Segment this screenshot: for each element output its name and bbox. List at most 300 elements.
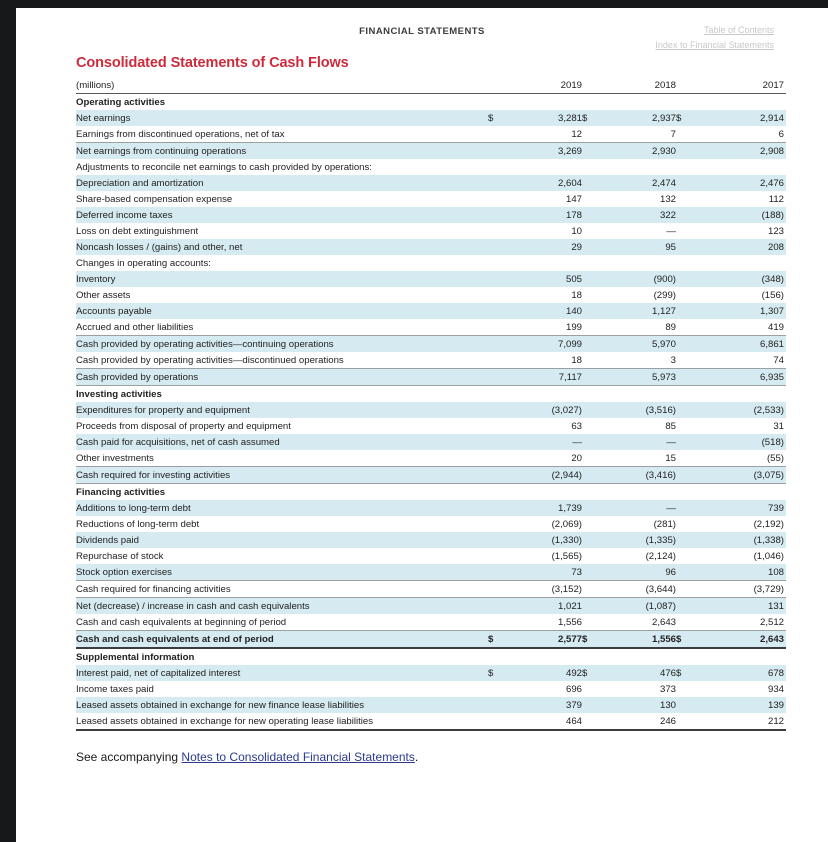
value-cell: 419 [692,319,786,336]
row-label: Accounts payable [76,303,488,319]
currency-symbol-cell [676,500,692,516]
value-cell: 2,937 [598,110,676,126]
value-cell: 379 [504,697,582,713]
row-label: Earnings from discontinued operations, net of tax [76,126,488,143]
currency-symbol-cell [582,223,598,239]
table-row [76,191,786,207]
value-cell: 476 [598,665,676,681]
row-label: Reductions of long-term debt [76,518,200,530]
value-cell: (900) [598,271,676,287]
value-cell: (518) [692,434,786,450]
value-cell: 2,643 [692,631,786,649]
value-cell: 140 [504,303,582,319]
currency-symbol-cell [676,434,692,450]
table-row [76,516,786,532]
value-cell [692,386,786,403]
currency-symbol-cell [676,402,692,418]
currency-symbol-cell [582,126,598,143]
row-label: Income taxes paid [76,683,154,695]
table-row [76,532,786,548]
value-cell [598,484,676,501]
currency-symbol-cell [582,386,598,403]
row-label: Depreciation and amortization [76,175,488,191]
table-row [76,681,786,697]
currency-symbol-cell [676,614,692,631]
currency-symbol-cell [582,336,598,353]
currency-symbol-cell [488,598,504,615]
value-cell: 2,512 [692,614,786,631]
table-row [76,386,786,403]
row-label: Cash and cash equivalents at beginning of period [76,614,488,631]
units-label: (millions) [76,77,488,94]
currency-symbol-cell [676,369,692,386]
row-label: Leased assets obtained in exchange for new operating lease liabilities [76,713,488,730]
table-row [76,175,786,191]
value-cell [504,94,582,111]
currency-symbol-cell [582,467,598,484]
table-row [76,614,786,631]
currency-symbol-cell [582,303,598,319]
value-cell: (281) [653,518,676,530]
value-cell: 934 [767,683,784,695]
column-currency-spacer [582,77,598,94]
currency-symbol-cell [676,287,692,303]
row-label: Changes in operating accounts: [76,257,211,269]
value-cell: 3 [598,352,676,369]
currency-symbol-cell [488,516,504,532]
table-row [76,648,786,665]
row-label: Repurchase of stock [76,550,164,562]
currency-symbol-cell [676,598,692,615]
value-cell: 2,643 [598,614,676,631]
value-cell: (1,046) [753,550,784,562]
currency-symbol-cell [488,532,504,548]
value-cell: 199 [504,319,582,336]
currency-symbol-cell [488,255,504,271]
value-cell [504,386,582,403]
table-row [76,239,786,255]
value-cell: 131 [692,598,786,615]
currency-symbol-cell: $ [582,110,598,126]
row-label: Cash required for financing activities [76,581,488,598]
value-cell: 7,099 [504,336,582,353]
currency-symbol-cell: $ [582,665,598,681]
row-label: Dividends paid [76,532,488,548]
column-currency-spacer [488,77,504,94]
value-cell: (2,533) [692,402,786,418]
currency-symbol-cell [582,94,598,111]
table-row [76,319,786,336]
value-cell: (55) [692,450,786,467]
notes-link[interactable]: Notes to Consolidated Financial Statements [181,750,415,764]
currency-symbol-cell [676,516,692,532]
currency-symbol-cell [676,648,692,665]
value-cell: (1,330) [504,532,582,548]
value-cell: (3,152) [504,581,582,598]
currency-symbol-cell [582,450,598,467]
currency-symbol-cell [582,434,598,450]
value-cell: — [598,500,676,516]
row-label: Cash provided by operating activities—continuing operations [76,336,488,353]
value-cell: (3,729) [692,581,786,598]
currency-symbol-cell [488,581,504,598]
value-cell: (2,069) [551,518,582,530]
currency-symbol-cell: $ [488,665,504,681]
currency-symbol-cell [582,564,598,581]
currency-symbol-cell [582,681,598,697]
running-header-links [655,23,774,53]
value-cell [692,94,786,111]
value-cell: 2,604 [504,175,582,191]
table-row [76,581,786,598]
value-cell: 1,556 [504,614,582,631]
value-cell: 6,935 [692,369,786,386]
value-cell: 147 [565,193,582,205]
currency-symbol-cell [488,467,504,484]
currency-symbol-cell [676,175,692,191]
currency-symbol-cell [488,336,504,353]
value-cell: 1,021 [504,598,582,615]
row-label: Other investments [76,450,488,467]
value-cell: (2,124) [645,550,676,562]
currency-symbol-cell [582,352,598,369]
currency-symbol-cell [488,614,504,631]
table-row [76,665,786,681]
currency-symbol-cell: $ [676,631,692,649]
currency-symbol-cell [488,500,504,516]
currency-symbol-cell [582,713,598,730]
table-row [76,631,786,649]
value-cell: (156) [761,289,784,301]
currency-symbol-cell [582,319,598,336]
currency-symbol-cell [488,386,504,403]
row-label: Leased assets obtained in exchange for new finance lease liabilities [76,697,488,713]
currency-symbol-cell [676,255,692,271]
row-label: Proceeds from disposal of property and equipment [76,420,291,432]
row-label: Deferred income taxes [76,207,488,223]
value-cell: (3,416) [598,467,676,484]
currency-symbol-cell [488,434,504,450]
value-cell [692,255,786,271]
footnote-suffix: . [414,750,419,764]
row-label: Other assets [76,289,131,301]
value-cell: 6 [692,126,786,143]
currency-symbol-cell: $ [676,110,692,126]
value-cell [692,159,786,175]
row-label: Share-based compensation expense [76,193,233,205]
cash-flow-statement-table [76,77,786,731]
currency-symbol-cell [488,681,504,697]
value-cell [598,386,676,403]
value-cell: 123 [767,225,784,237]
value-cell [504,484,582,501]
value-cell: 739 [692,500,786,516]
currency-symbol-cell [488,303,504,319]
value-cell: 678 [692,665,786,681]
table-body [76,77,786,730]
currency-symbol-cell [676,548,692,564]
currency-symbol-cell [676,191,692,207]
value-cell: 130 [598,697,676,713]
currency-symbol-cell [582,418,598,434]
currency-symbol-cell [488,319,504,336]
table-row [76,418,786,434]
value-cell [504,255,582,271]
value-cell: 322 [598,207,676,223]
currency-symbol-cell [676,126,692,143]
value-cell: 3,281 [504,110,582,126]
value-cell: — [666,225,676,237]
value-cell: (3,075) [692,467,786,484]
document-page [16,8,828,842]
currency-symbol-cell [582,548,598,564]
table-row [76,598,786,615]
value-cell: 20 [504,450,582,467]
table-row [76,110,786,126]
value-cell: (1,087) [598,598,676,615]
row-label: Cash required for investing activities [76,467,488,484]
currency-symbol-cell [676,303,692,319]
value-cell: 15 [598,450,676,467]
page-title: Consolidated Statements of Cash Flows [76,55,349,71]
value-cell: 10 [571,225,582,237]
row-label: Net earnings [76,110,488,126]
currency-symbol-cell [582,143,598,160]
row-label: Interest paid, net of capitalized interest [76,665,488,681]
currency-symbol-cell: $ [488,110,504,126]
table-of-contents-link[interactable]: Table of Contents [703,25,774,35]
value-cell: 246 [598,713,676,730]
row-label: Additions to long-term debt [76,500,488,516]
currency-symbol-cell [488,697,504,713]
table-row [76,434,786,450]
value-cell [598,255,676,271]
value-cell: 492 [504,665,582,681]
index-to-financial-statements-link[interactable]: Index to Financial Statements [655,40,774,50]
currency-symbol-cell: $ [676,665,692,681]
table-row [76,697,786,713]
value-cell: 139 [692,697,786,713]
value-cell: 696 [565,683,582,695]
table-row [76,548,786,564]
row-label: Supplemental information [76,651,195,663]
value-cell: 1,556 [598,631,676,649]
value-cell: 5,970 [598,336,676,353]
column-header-year: 2019 [504,77,582,94]
value-cell: 7,117 [504,369,582,386]
currency-symbol-cell [676,336,692,353]
currency-symbol-cell [582,697,598,713]
row-label: Cash provided by operating activities—discontinued operations [76,352,488,369]
value-cell: 89 [598,319,676,336]
currency-symbol-cell [676,484,692,501]
currency-symbol-cell [582,614,598,631]
value-cell: (299) [653,289,676,301]
value-cell [504,159,582,175]
value-cell: (3,516) [598,402,676,418]
value-cell: 1,307 [692,303,786,319]
table-header-row [76,77,786,94]
value-cell [598,648,676,665]
currency-symbol-cell [582,191,598,207]
row-label: Net earnings from continuing operations [76,143,488,160]
value-cell [598,94,676,111]
value-cell [598,159,676,175]
value-cell: 2,577 [504,631,582,649]
value-cell: 31 [773,420,784,432]
currency-symbol-cell [676,581,692,598]
value-cell: 132 [659,193,676,205]
currency-symbol-cell [676,467,692,484]
table-row [76,402,786,418]
row-label: Cash and cash equivalents at end of period [76,631,488,649]
currency-symbol-cell [676,319,692,336]
value-cell: 1,127 [598,303,676,319]
row-label: Investing activities [76,388,162,400]
currency-symbol-cell [582,239,598,255]
currency-symbol-cell [676,159,692,175]
footnote-prefix: See accompanying [76,750,182,764]
currency-symbol-cell [676,94,692,111]
currency-symbol-cell [488,548,504,564]
currency-symbol-cell: $ [582,631,598,649]
table-row [76,255,786,271]
browser-chrome-top-bar [0,0,828,8]
table-row [76,223,786,239]
currency-symbol-cell [676,239,692,255]
currency-symbol-cell [582,207,598,223]
value-cell: 178 [504,207,582,223]
column-header-year: 2018 [598,77,676,94]
value-cell: (1,335) [598,532,676,548]
currency-symbol-cell [676,564,692,581]
currency-symbol-cell [488,223,504,239]
running-header-title: FINANCIAL STATEMENTS [359,26,485,37]
currency-symbol-cell [676,450,692,467]
currency-symbol-cell [582,516,598,532]
value-cell: 29 [504,239,582,255]
table-row [76,369,786,386]
currency-symbol-cell [488,564,504,581]
currency-symbol-cell [676,207,692,223]
currency-symbol-cell [676,143,692,160]
currency-symbol-cell [488,239,504,255]
currency-symbol-cell [488,94,504,111]
value-cell: 112 [768,193,784,205]
currency-symbol-cell [582,581,598,598]
currency-symbol-cell [676,418,692,434]
row-label: Expenditures for property and equipment [76,402,488,418]
value-cell: — [598,434,676,450]
table-row [76,467,786,484]
currency-symbol-cell [676,223,692,239]
row-label: Cash paid for acquisitions, net of cash assumed [76,434,488,450]
value-cell: (1,565) [551,550,582,562]
currency-symbol-cell [582,402,598,418]
value-cell: 5,973 [598,369,676,386]
row-label: Financing activities [76,486,166,498]
currency-symbol-cell [488,287,504,303]
table-row [76,271,786,287]
value-cell: 373 [659,683,676,695]
value-cell: 505 [504,271,582,287]
currency-symbol-cell [488,648,504,665]
row-label: Accrued and other liabilities [76,319,488,336]
row-label: Adjustments to reconcile net earnings to cash provided by operations: [76,161,372,173]
value-cell: (3,027) [504,402,582,418]
currency-symbol-cell [676,271,692,287]
currency-symbol-cell [488,402,504,418]
value-cell: 18 [504,352,582,369]
value-cell: 6,861 [692,336,786,353]
row-label: Noncash losses / (gains) and other, net [76,239,488,255]
value-cell: (348) [692,271,786,287]
value-cell: 7 [598,126,676,143]
table-row [76,207,786,223]
value-cell: 18 [571,289,582,301]
table-row [76,287,786,303]
row-label: Stock option exercises [76,564,488,581]
currency-symbol-cell: $ [488,631,504,649]
currency-symbol-cell [488,271,504,287]
currency-symbol-cell [488,143,504,160]
currency-symbol-cell [488,126,504,143]
currency-symbol-cell [488,352,504,369]
currency-symbol-cell [582,484,598,501]
table-row [76,450,786,467]
currency-symbol-cell [488,159,504,175]
table-row [76,143,786,160]
value-cell: 85 [665,420,676,432]
currency-symbol-cell [488,207,504,223]
currency-symbol-cell [582,175,598,191]
value-cell: 74 [692,352,786,369]
running-header [16,22,828,56]
currency-symbol-cell [582,532,598,548]
value-cell [692,484,786,501]
value-cell: 212 [692,713,786,730]
table-row [76,564,786,581]
cash-flow-statement-table-wrapper [76,77,786,731]
currency-symbol-cell [488,175,504,191]
currency-symbol-cell [488,484,504,501]
row-label: Operating activities [76,96,166,108]
value-cell: 1,739 [504,500,582,516]
currency-symbol-cell [488,713,504,730]
currency-symbol-cell [582,271,598,287]
value-cell: (2,192) [753,518,784,530]
currency-symbol-cell [582,287,598,303]
currency-symbol-cell [676,386,692,403]
value-cell: 73 [504,564,582,581]
currency-symbol-cell [676,713,692,730]
value-cell: 108 [692,564,786,581]
currency-symbol-cell [676,532,692,548]
footnote [76,750,418,764]
currency-symbol-cell [676,352,692,369]
table-row [76,484,786,501]
value-cell: (3,644) [598,581,676,598]
value-cell: (2,944) [504,467,582,484]
currency-symbol-cell [488,369,504,386]
table-row [76,94,786,111]
value-cell: 2,914 [692,110,786,126]
value-cell: 208 [692,239,786,255]
currency-symbol-cell [488,418,504,434]
value-cell: (1,338) [692,532,786,548]
value-cell: 95 [598,239,676,255]
table-row [76,303,786,319]
